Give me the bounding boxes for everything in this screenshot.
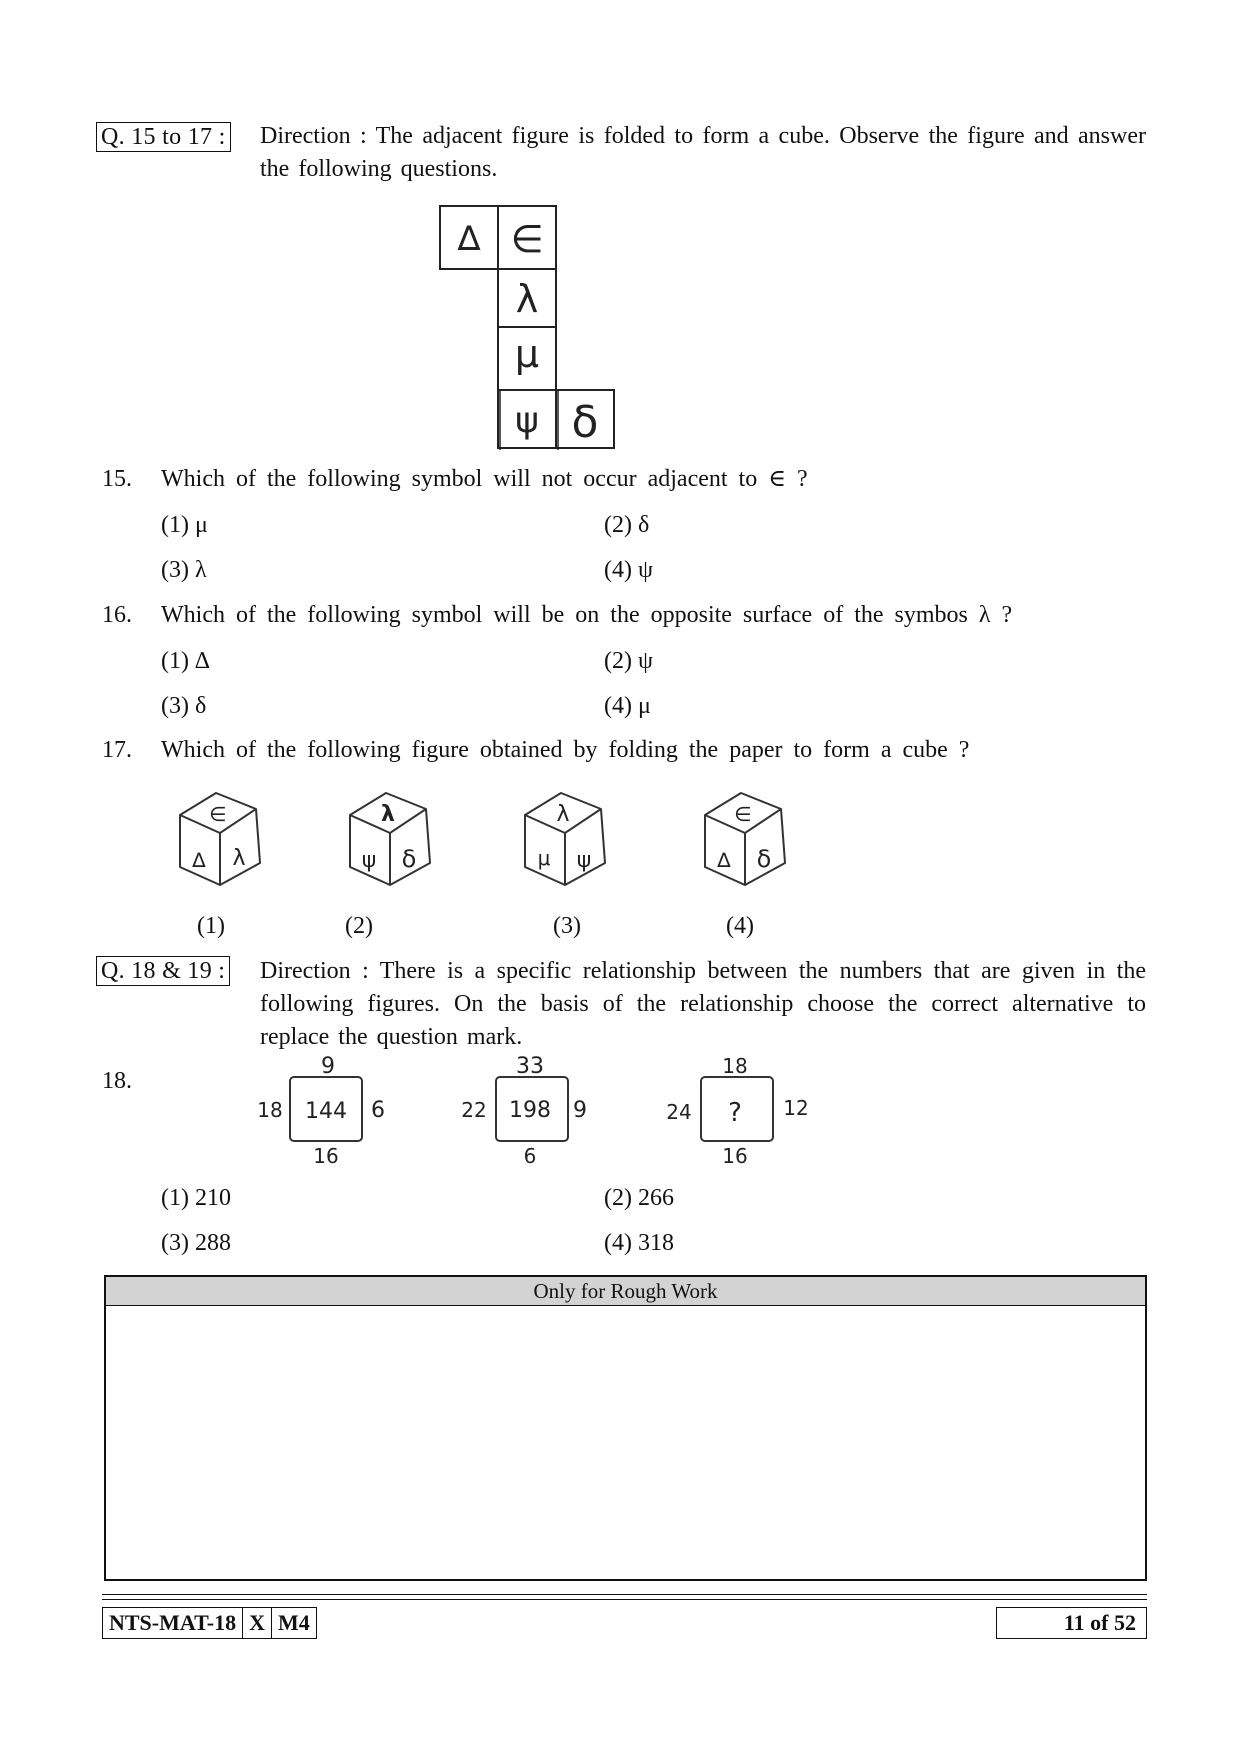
q18-option-2: (2) 266 [604,1185,674,1211]
question-number-16: 16. [102,602,132,628]
q18-option-4: (4) 318 [604,1230,674,1256]
section-label-q15-17: Q. 15 to 17 : [96,122,231,152]
cube-caption-1: (1) [197,913,225,939]
question-number-18: 18. [102,1068,132,1094]
footer-page-number: 11 of 52 [1063,1610,1136,1635]
footer-rule-top [102,1594,1147,1595]
fig1-bottom: 16 [313,1144,339,1168]
number-figure-2 [450,1055,600,1170]
number-figure-3 [655,1055,835,1170]
net-face-mu: μ [514,332,540,376]
footer-code-box [102,1607,317,1639]
q15-option-4: (4) ψ [604,557,654,583]
q16-option-2: (2) ψ [604,648,654,674]
cube2-top-face: λ [381,802,395,827]
question-number-17: 17. [102,737,132,763]
cube2-left-face: ψ [361,848,377,873]
q15-option-1: (1) μ [161,512,208,538]
fig1-left: 18 [257,1098,283,1122]
cube3-top-face: λ [556,802,570,827]
cube1-left-face: ∆ [192,848,206,872]
number-figure-1 [250,1055,400,1170]
rough-work-box [104,1275,1147,1581]
cube-caption-2: (2) [345,913,373,939]
rough-work-heading: Only for Rough Work [106,1277,1145,1306]
cube4-left-face: ∆ [717,848,731,872]
cube3-right-face: ψ [576,848,592,873]
fig3-bottom: 16 [722,1144,748,1168]
cube-caption-3: (3) [553,913,581,939]
fig3-center: ? [728,1098,742,1128]
fig2-center: 198 [509,1098,551,1123]
fig3-top: 18 [722,1055,748,1078]
fig3-left: 24 [666,1100,692,1124]
fig3-right: 12 [783,1096,809,1120]
question-text-16: Which of the following symbol will be on the opposite surface of the symbos λ ? [161,602,1013,628]
fig1-center: 144 [305,1099,347,1124]
question-text-17: Which of the following figure obtained by folding the paper to form a cube ? [161,737,970,763]
section-direction-q15-17: Direction : The adjacent figure is folded to form a cube. Observe the figure and answer the following questions. [260,123,1146,182]
cube4-top-face: ∈ [734,802,752,826]
cube-caption-4: (4) [726,913,754,939]
fig2-bottom: 6 [523,1144,537,1168]
cube-figure-1 [170,785,270,890]
net-face-epsilon: ∈ [510,217,544,261]
cube2-right-face: δ [401,845,417,873]
q16-option-4: (4) μ [604,693,651,719]
cube3-left-face: μ [537,846,551,870]
net-face-delta-small: δ [571,397,599,448]
cube1-top-face: ∈ [209,802,227,826]
cube-figure-4 [695,785,795,890]
cube4-right-face: δ [756,845,772,873]
q15-option-2: (2) δ [604,512,650,538]
fig2-right: 9 [573,1098,587,1123]
cube-net-figure [430,200,630,455]
cube-figure-3 [515,785,615,890]
section-direction-q18-19: Direction : There is a specific relationship between the numbers that are given in the following figures. On the basis of the relationship choose the correct alternative to replace the question mark. [260,958,1146,1050]
net-face-delta: ∆ [457,219,481,259]
question-number-15: 15. [102,466,132,492]
footer-class: X [243,1608,272,1638]
section-label-q18-19: Q. 18 & 19 : [96,956,230,986]
footer-rule-bottom [102,1599,1147,1600]
fig1-right: 6 [371,1098,385,1123]
net-face-lambda: λ [515,277,539,321]
footer-set: M4 [278,1610,310,1635]
question-text-15: Which of the following symbol will not occur adjacent to ∈ ? [161,466,808,492]
q16-option-3: (3) δ [161,693,207,719]
net-face-psi: ψ [515,400,539,441]
q15-option-3: (3) λ [161,557,207,583]
q18-option-1: (1) 210 [161,1185,231,1211]
footer-paper-code: NTS-MAT-18 [103,1608,243,1638]
q16-option-1: (1) ∆ [161,648,210,674]
fig2-top: 33 [516,1055,544,1079]
fig2-left: 22 [461,1098,487,1122]
q18-option-3: (3) 288 [161,1230,231,1256]
cube1-right-face: λ [232,846,246,871]
fig1-top: 9 [321,1055,335,1079]
cube-figure-2 [340,785,440,890]
footer-page-box [996,1607,1147,1639]
